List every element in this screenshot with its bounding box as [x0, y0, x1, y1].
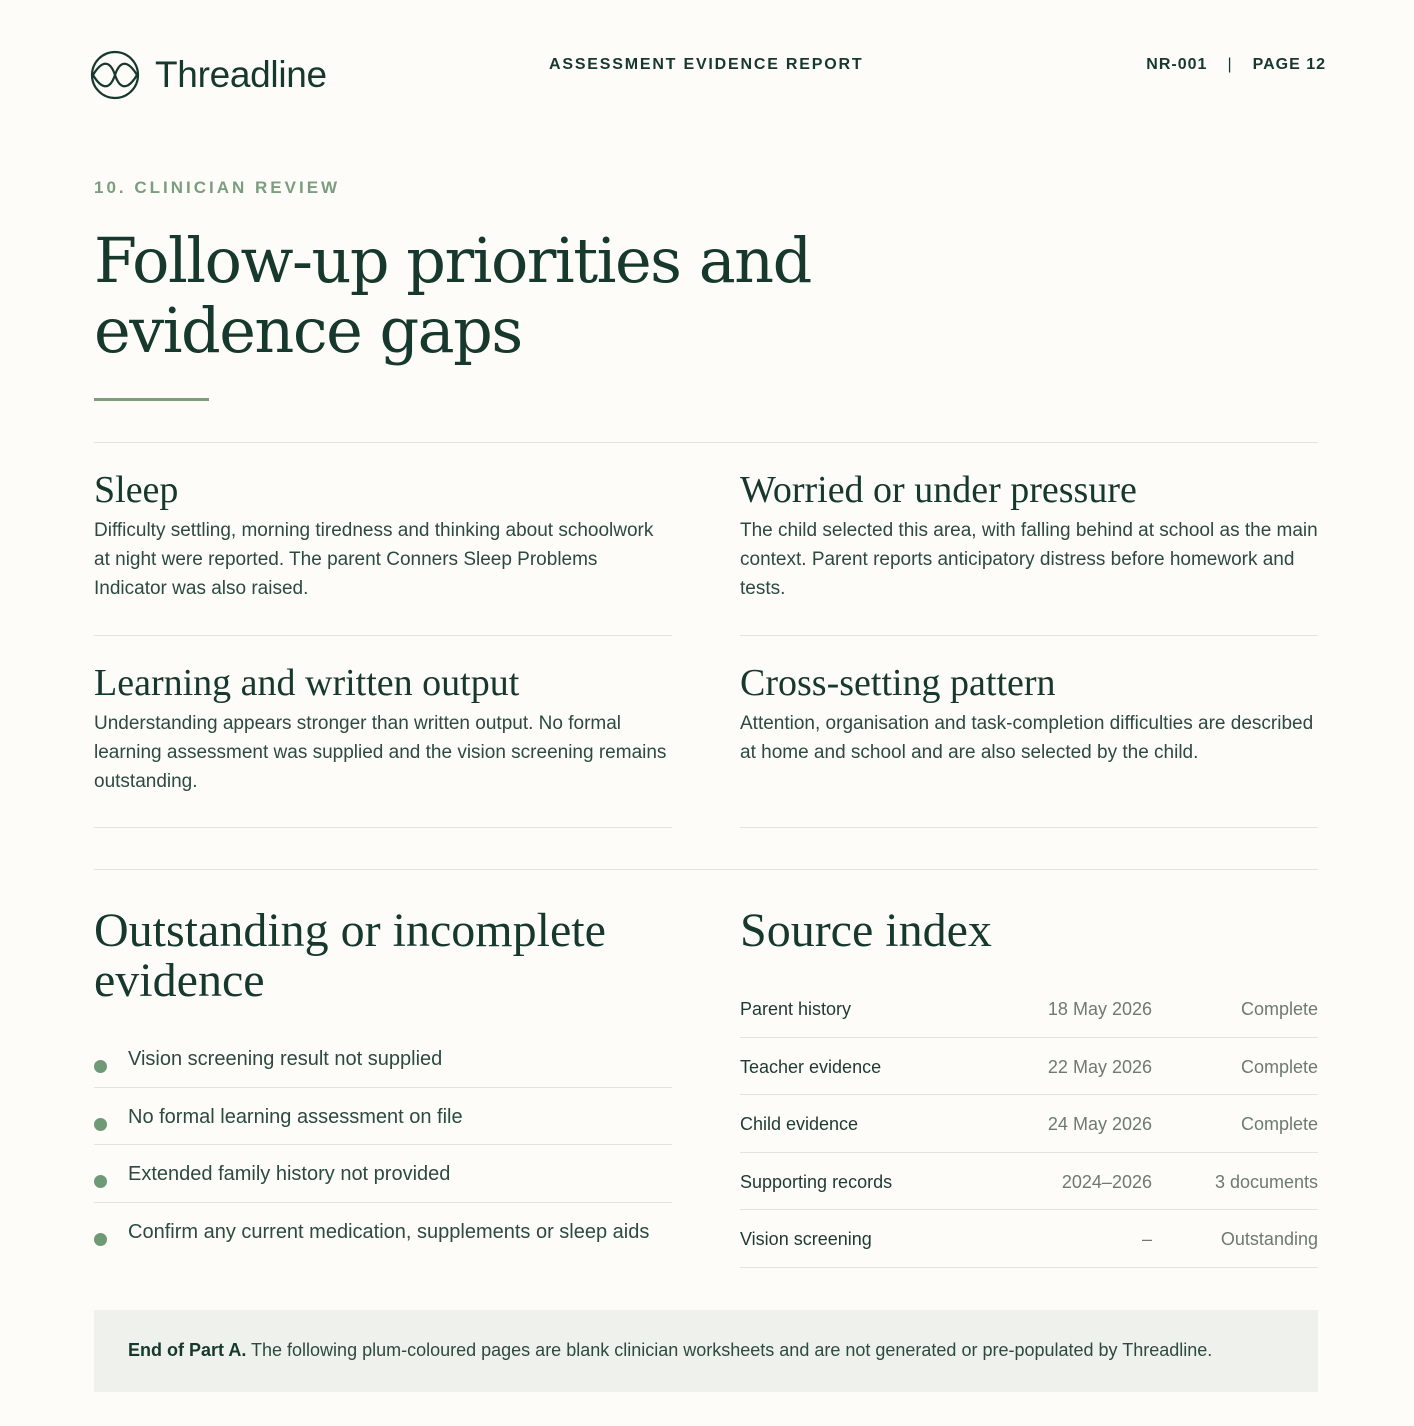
source-date: 22 May 2026: [1047, 1056, 1152, 1077]
source-status: Outstanding: [1220, 1229, 1318, 1250]
bullet-icon: [94, 1233, 107, 1246]
source-name: Parent history: [740, 999, 852, 1019]
report-id: NR-001: [1146, 56, 1208, 73]
priority-title: Cross-setting pattern: [740, 662, 1056, 704]
table-row: [740, 1153, 1318, 1211]
list-item-text: Vision screening result not supplied: [128, 1048, 443, 1070]
report-header: [90, 50, 1326, 104]
priority-card-worried: [740, 468, 1318, 603]
divider: [94, 442, 1318, 443]
table-row: [740, 1095, 1318, 1153]
source-status: Complete: [1240, 1056, 1318, 1077]
source-status: 3 documents: [1214, 1171, 1318, 1192]
outstanding-heading: Outstanding or incomplete evidence: [94, 904, 606, 1007]
priority-body: Attention, organisation and task-completion difficulties are described at home and school and are also selected by the child.: [740, 713, 1314, 763]
outstanding-list: [94, 1030, 672, 1261]
list-item: [94, 1088, 672, 1146]
divider: [740, 635, 1318, 636]
priority-card-sleep: [94, 468, 672, 603]
source-index-table: [740, 980, 1318, 1268]
list-item-text: Confirm any current medication, supplements or sleep aids: [128, 1221, 650, 1244]
priority-title: Sleep: [94, 469, 179, 511]
divider: [94, 869, 1318, 870]
footer-lead: End of Part A.: [128, 1340, 247, 1360]
page-number: PAGE 12: [1252, 56, 1326, 73]
list-item: [94, 1203, 672, 1261]
priority-card-cross-setting: [740, 661, 1318, 767]
list-item-text: No formal learning assessment on file: [128, 1105, 463, 1128]
brand-name: Threadline: [155, 54, 327, 95]
source-name: Supporting records: [740, 1171, 893, 1192]
source-date: 2024–2026: [1061, 1171, 1152, 1192]
source-name: Teacher evidence: [740, 1056, 882, 1077]
priority-title: Worried or under pressure: [740, 469, 1137, 511]
table-row: [740, 1210, 1318, 1268]
source-date: 18 May 2026: [1047, 999, 1152, 1019]
bullet-icon: [94, 1118, 107, 1131]
threadline-logo-icon: [90, 50, 140, 100]
divider: [740, 827, 1318, 828]
priority-card-learning: [94, 661, 672, 796]
list-item: [94, 1030, 672, 1088]
end-of-part-note: [94, 1310, 1318, 1392]
source-status: Complete: [1240, 1114, 1318, 1135]
divider: [94, 635, 672, 636]
source-index-heading: Source index: [740, 904, 992, 957]
list-item: [94, 1145, 672, 1203]
source-date: –: [1141, 1229, 1152, 1250]
table-row: [740, 1038, 1318, 1096]
source-name: Vision screening: [740, 1229, 872, 1250]
priority-title: Learning and written output: [94, 662, 520, 704]
section-label: 10. CLINICIAN REVIEW: [94, 178, 341, 197]
table-row: [740, 980, 1318, 1038]
bullet-icon: [94, 1175, 107, 1188]
page-title: Follow-up priorities and evidence gaps: [94, 224, 811, 367]
source-status: Complete: [1240, 999, 1318, 1019]
title-underline: [94, 398, 209, 401]
report-title: ASSESSMENT EVIDENCE REPORT: [549, 56, 864, 73]
page-reference: [1146, 56, 1326, 74]
footer-text: [128, 1340, 1212, 1361]
source-name: Child evidence: [740, 1114, 859, 1135]
source-date: 24 May 2026: [1047, 1114, 1152, 1135]
list-item-text: Extended family history not provided: [128, 1163, 451, 1186]
brand-logo: [90, 50, 327, 100]
footer-body: The following plum-coloured pages are blank clinician worksheets and are not generated or pre-populated by Threadline.: [246, 1340, 1213, 1360]
priority-body: Difficulty settling, morning tiredness and thinking about schoolwork at night were reported. The parent Conners Sleep Problems Indicator was also raised.: [94, 520, 654, 599]
divider: |: [1227, 56, 1233, 73]
priority-body: Understanding appears stronger than written output. No formal learning assessment was supplied and the vision screening remains outstanding.: [94, 713, 667, 792]
divider: [94, 827, 672, 828]
priority-body: The child selected this area, with falling behind at school as the main context. Parent reports anticipatory distress before homework and tests.: [740, 520, 1318, 599]
bullet-icon: [94, 1060, 107, 1073]
